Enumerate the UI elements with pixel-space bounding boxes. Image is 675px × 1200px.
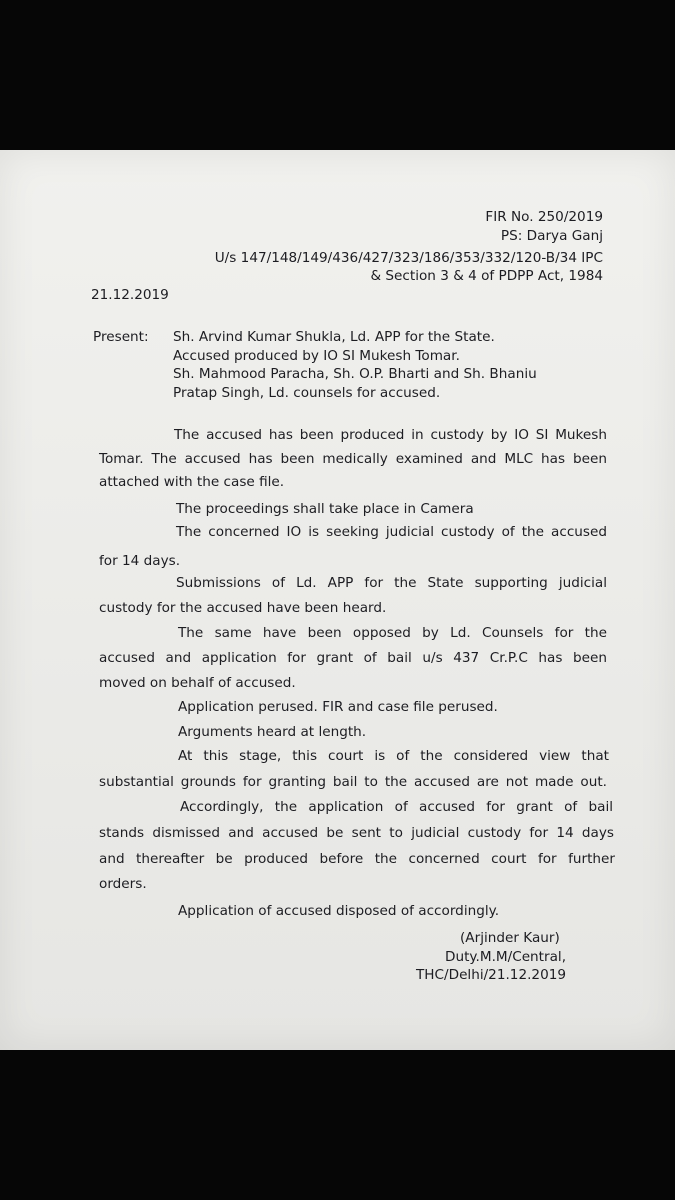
present-label: Present:	[93, 329, 149, 345]
pdpp-act-section: & Section 3 & 4 of PDPP Act, 1984	[370, 268, 603, 284]
paragraph-3-line-2: for 14 days.	[99, 553, 181, 569]
paragraph-3-line-1: The concerned IO is seeking judicial custody of the accused	[176, 524, 607, 540]
paragraph-9-line-4: orders.	[99, 876, 147, 892]
paragraph-7: Arguments heard at length.	[178, 724, 367, 740]
paragraph-9-line-1: Accordingly, the application of accused for grant of bail	[180, 799, 613, 815]
paragraph-5-line-3: moved on behalf of accused.	[99, 675, 296, 691]
paragraph-5-line-2: accused and application for grant of bail u/s 437 Cr.P.C has been	[99, 650, 607, 666]
paragraph-8-line-2: substantial grounds for granting bail to the accused are not made out.	[99, 774, 607, 790]
paragraph-1-line-3: attached with the case file.	[99, 474, 285, 490]
paragraph-2: The proceedings shall take place in Camera	[176, 501, 474, 517]
present-line-2: Accused produced by IO SI Mukesh Tomar.	[173, 348, 460, 364]
paragraph-8-line-1: At this stage, this court is of the considered view that	[178, 748, 609, 764]
present-line-1: Sh. Arvind Kumar Shukla, Ld. APP for the State.	[173, 329, 495, 345]
paragraph-5-line-1: The same have been opposed by Ld. Counsels for the	[178, 625, 607, 641]
paragraph-9-line-3: and thereafter be produced before the concerned court for further	[99, 851, 615, 867]
paragraph-9-line-2: stands dismissed and accused be sent to judicial custody for 14 days	[99, 825, 614, 841]
present-line-4: Pratap Singh, Ld. counsels for accused.	[173, 385, 441, 401]
paragraph-4-line-1: Submissions of Ld. APP for the State supporting judicial	[176, 575, 607, 591]
court-order-page	[0, 150, 675, 1050]
police-station: PS: Darya Ganj	[500, 228, 603, 244]
paragraph-6: Application perused. FIR and case file perused.	[178, 699, 498, 715]
signatory-name: (Arjinder Kaur)	[460, 930, 560, 946]
paragraph-1-line-2: Tomar. The accused has been medically examined and MLC has been	[99, 451, 607, 467]
paragraph-1-line-1: The accused has been produced in custody by IO SI Mukesh	[174, 427, 607, 443]
signatory-place-date: THC/Delhi/21.12.2019	[416, 967, 567, 983]
paragraph-4-line-2: custody for the accused have been heard.	[99, 600, 387, 616]
paragraph-10: Application of accused disposed of accordingly.	[178, 903, 500, 919]
present-line-3: Sh. Mahmood Paracha, Sh. O.P. Bharti and Sh. Bhaniu	[173, 366, 537, 382]
ipc-sections: U/s 147/148/149/436/427/323/186/353/332/120-B/34 IPC	[214, 250, 603, 266]
order-date: 21.12.2019	[91, 287, 169, 303]
signatory-designation: Duty.M.M/Central,	[445, 949, 567, 965]
fir-number: FIR No. 250/2019	[485, 209, 603, 225]
